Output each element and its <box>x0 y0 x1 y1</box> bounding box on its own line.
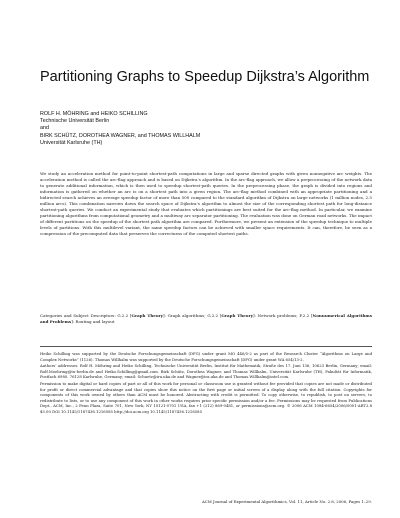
funding-note: Heiko Schilling was supported by the Deutsche Forschungsgemeinschaft (DFG) under grant MO 446/5-2 as part of the Research Cluster “Algorithms on Large and Complex Networks” (1126). Thomas Willhalm was supported by the Deutsche Forschungsgemeinschaft (DFG) under grant WA 654/13-2. <box>40 351 372 362</box>
author-group-2: BIRK SCHÜTZ, DOROTHEA WAGNER, and THOMAS WILLHALM <box>40 132 201 139</box>
footnote-divider <box>40 346 372 347</box>
authors-addresses-note: Authors’ addresses: Rolf H. Möhring and Heiko Schilling, Technische Universität Berlin, Institut für Mathematik, Straße des 17. Juni 136, 10623 Berlin, Germany; email: Rolf.Moehring@tu-berlin.de and Heiko.Schilling@gmail.com. Birk Schütz, Dorothea Wagner, and Thomas Willhalm, Universität Karlsruhe (TH), Fakultät für Informatik, Postfach 6980, 76128 Karlsruhe, Germany; email: Schuetz@ira.uka.de and Wagner@ira.uka.de and Thomas.Willhalm@intel.com. <box>40 363 372 380</box>
journal-citation: ACM Journal of Experimental Algorithmics, Vol. 11, Article No. 2.8, 2006, Pages 1–29. <box>202 499 372 504</box>
abstract: We study an acceleration method for point-to-point shortest-path computations in large and sparse directed graphs with given nonnegative arc weights. The acceleration method is called the arc-flag approach and is based on Dijkstra’s algorithm. In the arc-flag approach, we allow a preprocessing of the network data to generate additional information, which is then used to speedup shortest-path queries. In the preprocessing phase, the graph is divided into regions and information is gathered on whether an arc is on a shortest path into a given region. The arc-flag method combined with an appropriate partitioning and a bidirected search achieves an average speedup factor of more than 500 compared to the standard algorithm of Dijkstra on large networks (1 million nodes, 2.5 million arcs). This combination narrows down the search space of Dijkstra’s algorithm to almost the size of the corresponding shortest path for long-distance shortest-path queries. We conduct an experimental study that evaluates which partitionings are best suited for the arc-flag method. In particular, we examine partitioning algorithms from computational geometry and a multiway arc separator partitioning. The evaluation was done on German road networks. The impact of different partitions on the speedup of the shortest path algorithm are compared. Furthermore, we present an extension of the speedup technique to multiple levels of partitions. With this multilevel variant, the same speedup factors can be achieved with smaller space requirements. It can, therefore, be seen as a compression of the precomputed data that preserves the correctness of the computed shortest paths. <box>40 171 372 236</box>
categories-descriptors <box>40 313 372 325</box>
category-graph-theory-1: Graph Theory <box>131 313 164 318</box>
categories-mid-2: ]: Network problems; F.2.2 [ <box>252 313 313 318</box>
author-block <box>40 111 370 147</box>
author-group-1: ROLF H. MÖHRING and HEIKO SCHILLING <box>40 111 148 117</box>
permission-note: Permission to make digital or hard copies of part or all of this work for personal or classroom use is granted without fee provided that copies are not made or distributed for profit or direct commercial advantage and that copies show this notice on the first page or initial screen of a display along with the full citation. Copyrights for components of this work owned by others than ACM must be honored. Abstracting with credit is permitted. To copy otherwise, to republish, to post on servers, to redistribute to lists, or to use any component of this work in other works requires prior specific permission and/or a fee. Permissions may be requested from Publications Dept., ACM, Inc., 2 Penn Plaza, Suite 701, New York, NY 10121-0701 USA, fax +1 (212) 869-0481, or permissions@acm.org. © 2006 ACM 1084-6654/2006/0001-ART2.8 $5.00 DOI 10.1145/1187436.1216585 http://doi.acm.org 10.1145/1187436.1216585 <box>40 380 372 414</box>
footnotes <box>40 351 372 416</box>
categories-prefix: Categories and Subject Descriptors: G.2.2 [ <box>40 313 132 318</box>
author-conjunction: and <box>40 125 49 132</box>
category-nonnumerical-algorithms: Nonnumerical Algorithms and Problems <box>40 313 372 324</box>
paper-title: Partitioning Graphs to Speedup Dijkstra’s Algorithm <box>40 69 370 85</box>
categories-mid-1: ]: Graph algorithms; G.2.2 [ <box>163 313 222 318</box>
categories-suffix: ]: Routing and layout <box>71 318 115 324</box>
affiliation-1: Technische Universität Berlin <box>40 118 110 125</box>
affiliation-2: Universität Karlsruhe (TH) <box>40 139 103 146</box>
category-graph-theory-2: Graph Theory <box>221 313 253 318</box>
